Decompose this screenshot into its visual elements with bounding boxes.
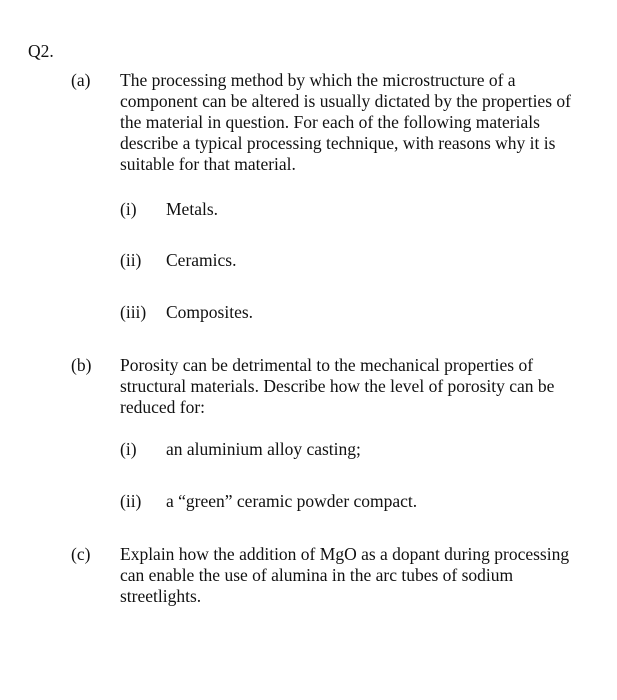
part-a-line: suitable for that material. bbox=[120, 154, 296, 174]
part-c-line: can enable the use of alumina in the arc tubes of sodium bbox=[120, 565, 514, 585]
part-a-sub-i-text: Metals. bbox=[166, 199, 219, 219]
part-a-line: The processing method by which the microstructure of a bbox=[120, 70, 516, 90]
part-a-sub-iii-text: Composites. bbox=[166, 302, 254, 322]
part-a-text bbox=[120, 70, 600, 175]
part-a-line: describe a typical processing technique, with reasons why it is bbox=[120, 133, 556, 153]
part-a-sub-ii-label: (ii) bbox=[120, 250, 142, 270]
part-a-sub-i-label: (i) bbox=[120, 199, 137, 219]
part-b-label: (b) bbox=[71, 355, 92, 375]
question-number: Q2. bbox=[28, 41, 54, 61]
part-b-sub-i-label: (i) bbox=[120, 439, 137, 459]
part-a-sub-ii-text: Ceramics. bbox=[166, 250, 237, 270]
part-c-label: (c) bbox=[71, 544, 91, 564]
part-b-sub-ii-text: a “green” ceramic powder compact. bbox=[166, 491, 418, 511]
part-b-text bbox=[120, 355, 600, 418]
part-c-text bbox=[120, 544, 600, 607]
part-b-sub-i-text: an aluminium alloy casting; bbox=[166, 439, 361, 459]
part-b-line: reduced for: bbox=[120, 397, 206, 417]
part-c-line: streetlights. bbox=[120, 586, 202, 606]
part-b-line: structural materials. Describe how the level of porosity can be bbox=[120, 376, 555, 396]
part-a-line: component can be altered is usually dictated by the properties of bbox=[120, 91, 571, 111]
part-b-sub-ii-label: (ii) bbox=[120, 491, 142, 511]
part-a-label: (a) bbox=[71, 70, 91, 90]
part-c-line: Explain how the addition of MgO as a dopant during processing bbox=[120, 544, 570, 564]
part-b-line: Porosity can be detrimental to the mechanical properties of bbox=[120, 355, 534, 375]
part-a-sub-iii-label: (iii) bbox=[120, 302, 147, 322]
part-a-line: the material in question. For each of the following materials bbox=[120, 112, 540, 132]
